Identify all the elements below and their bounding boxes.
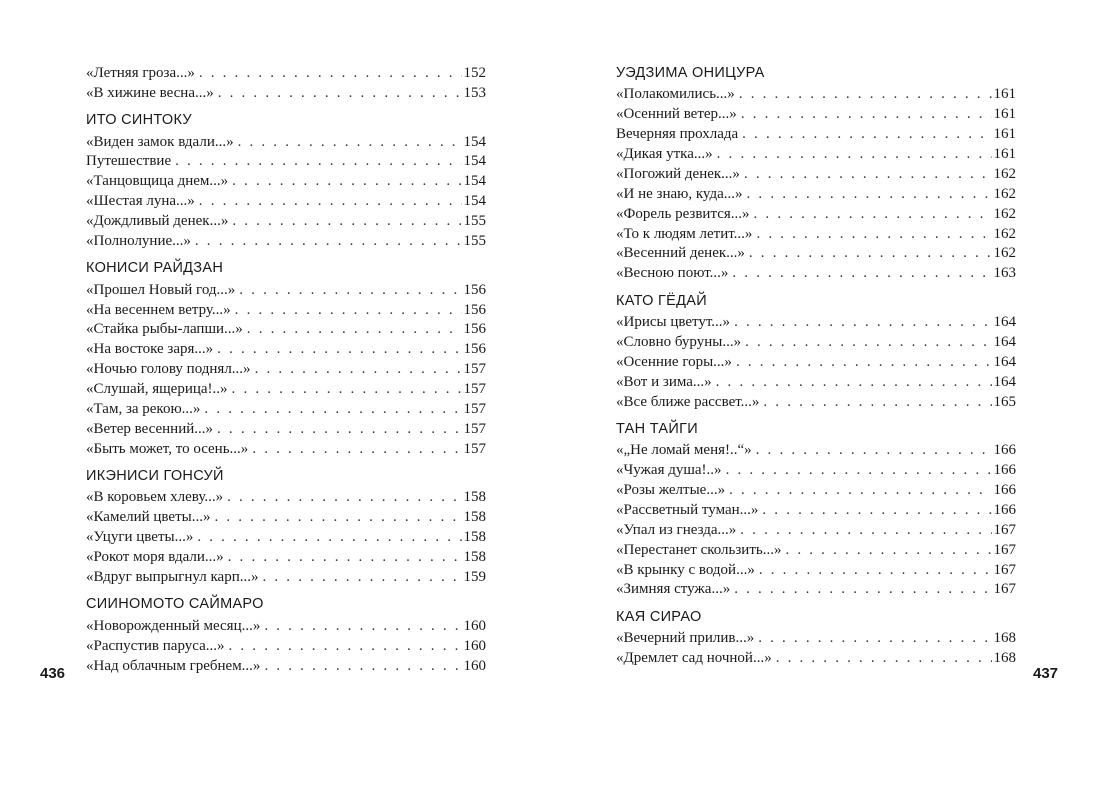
toc-entry xyxy=(616,225,1016,245)
toc-entry xyxy=(86,420,486,440)
entry-page-number: 167 xyxy=(993,541,1016,558)
entry-page-number: 167 xyxy=(993,521,1016,538)
dot-leader xyxy=(756,441,992,461)
dot-leader xyxy=(238,133,462,153)
entry-title: Путешествие xyxy=(86,153,172,170)
entry-page-number: 157 xyxy=(463,401,486,418)
author-heading: КАЯ СИРАО xyxy=(616,608,702,625)
entry-page-number: 156 xyxy=(463,281,486,298)
entry-title: «И не знаю, куда...» xyxy=(616,185,743,202)
dot-leader xyxy=(747,185,992,205)
entry-title: «В коровьем хлеву...» xyxy=(86,489,224,506)
entry-page-number: 160 xyxy=(463,657,486,674)
dot-leader xyxy=(199,192,462,212)
entry-page-number: 166 xyxy=(993,462,1016,479)
entry-title: «Слушай, ящерица!..» xyxy=(86,381,228,398)
dot-leader xyxy=(763,393,991,413)
entry-title: «Рокот моря вдали...» xyxy=(86,549,224,566)
entry-page-number: 162 xyxy=(993,245,1016,262)
entry-title: «Розы желтые...» xyxy=(616,481,726,498)
entry-title: «Осенний ветер...» xyxy=(616,106,737,123)
toc-entry xyxy=(616,244,1016,264)
dot-leader xyxy=(756,225,991,245)
toc-entry xyxy=(86,508,486,528)
toc-entry xyxy=(86,440,486,460)
entry-title: «Вот и зима...» xyxy=(616,373,712,390)
dot-leader xyxy=(227,488,461,508)
entry-title: «Рассветный туман...» xyxy=(616,501,759,518)
toc-entry xyxy=(616,461,1016,481)
entry-page-number: 167 xyxy=(993,581,1016,598)
entry-page-number: 154 xyxy=(463,173,486,190)
dot-leader xyxy=(758,629,991,649)
entry-page-number: 158 xyxy=(463,509,486,526)
toc-entry xyxy=(616,333,1016,353)
toc-entry xyxy=(86,320,486,340)
toc-entry xyxy=(86,548,486,568)
dot-leader xyxy=(762,501,991,521)
dot-leader xyxy=(729,481,991,501)
toc-entry xyxy=(616,541,1016,561)
entry-title: «Камелий цветы...» xyxy=(86,509,211,526)
dot-leader xyxy=(264,657,461,677)
entry-title: «Полнолуние...» xyxy=(86,233,191,250)
toc-entry xyxy=(616,373,1016,393)
entry-page-number: 152 xyxy=(463,65,486,81)
entry-title: «На востоке заря...» xyxy=(86,341,214,358)
entry-title: «Осенние горы...» xyxy=(616,353,732,370)
entry-title: «Дождливый денек...» xyxy=(86,213,229,230)
toc-entry xyxy=(86,133,486,153)
entry-title: «Весенний денек...» xyxy=(616,245,745,262)
entry-page-number: 161 xyxy=(993,106,1016,123)
toc-entry xyxy=(86,340,486,360)
dot-leader xyxy=(717,145,992,165)
toc-entry xyxy=(616,264,1016,284)
author-heading: ТАН ТАЙГИ xyxy=(616,420,698,437)
dot-leader xyxy=(228,548,462,568)
toc-entry xyxy=(86,192,486,212)
entry-page-number: 168 xyxy=(993,650,1016,666)
dot-leader xyxy=(759,561,992,581)
toc-entry xyxy=(616,441,1016,461)
entry-page-number: 156 xyxy=(463,321,486,338)
entry-page-number: 160 xyxy=(463,617,486,634)
entry-title: «В крынку с водой...» xyxy=(616,561,755,578)
entry-page-number: 156 xyxy=(463,301,486,318)
entry-page-number: 157 xyxy=(463,440,486,457)
entry-title: «Ирисы цветут...» xyxy=(616,313,731,330)
toc-entry xyxy=(86,232,486,252)
entry-page-number: 155 xyxy=(463,233,486,250)
entry-title: «Форель резвится...» xyxy=(616,205,750,222)
entry-title: «Шестая луна...» xyxy=(86,193,195,210)
entry-page-number: 161 xyxy=(993,126,1016,143)
dot-leader xyxy=(726,461,992,481)
entry-title: «Вдруг выпрыгнул карп...» xyxy=(86,569,259,586)
toc-entry xyxy=(616,125,1016,145)
entry-page-number: 165 xyxy=(993,393,1016,410)
dot-leader xyxy=(741,105,992,125)
entry-page-number: 167 xyxy=(993,561,1016,578)
dot-leader xyxy=(742,125,991,145)
entry-page-number: 156 xyxy=(463,341,486,358)
dot-leader xyxy=(235,301,462,321)
toc-entry xyxy=(86,400,486,420)
entry-title: «Словно буруны...» xyxy=(616,333,742,350)
toc-entry xyxy=(86,568,486,588)
entry-title: «Виден замок вдали...» xyxy=(86,133,234,150)
entry-title: «Ночью голову поднял...» xyxy=(86,361,251,378)
dot-leader xyxy=(232,380,462,400)
toc-entry xyxy=(616,185,1016,205)
entry-page-number: 157 xyxy=(463,420,486,437)
toc-entry xyxy=(86,172,486,192)
toc-entry xyxy=(616,105,1016,125)
entry-page-number: 157 xyxy=(463,381,486,398)
toc-entry xyxy=(616,393,1016,413)
entry-title: «Уцуги цветы...» xyxy=(86,529,194,546)
dot-leader xyxy=(739,85,992,105)
entry-title: «В хижине весна...» xyxy=(86,84,214,101)
entry-title: «Полакомились...» xyxy=(616,86,735,103)
entry-page-number: 161 xyxy=(993,145,1016,162)
dot-leader xyxy=(749,244,992,264)
entry-page-number: 153 xyxy=(463,84,486,101)
dot-leader xyxy=(740,521,991,541)
dot-leader xyxy=(218,84,462,104)
dot-leader xyxy=(263,568,462,588)
dot-leader xyxy=(252,440,461,460)
entry-page-number: 162 xyxy=(993,205,1016,222)
toc-entry xyxy=(86,281,486,301)
entry-page-number: 158 xyxy=(463,489,486,506)
toc-entry xyxy=(616,561,1016,581)
toc-entry xyxy=(86,301,486,321)
toc-entry xyxy=(616,521,1016,541)
right-page-toc xyxy=(616,64,1016,669)
dot-leader xyxy=(214,508,461,528)
dot-leader xyxy=(239,281,461,301)
dot-leader xyxy=(736,353,992,373)
entry-title: «Упал из гнезда...» xyxy=(616,521,737,538)
dot-leader xyxy=(264,617,461,637)
entry-page-number: 168 xyxy=(993,630,1016,647)
entry-page-number: 162 xyxy=(993,185,1016,202)
entry-page-number: 164 xyxy=(993,313,1016,330)
toc-entry xyxy=(86,617,486,637)
entry-title: «На весеннем ветру...» xyxy=(86,301,231,318)
toc-entry xyxy=(616,205,1016,225)
entry-page-number: 160 xyxy=(463,637,486,654)
dot-leader xyxy=(175,152,461,172)
dot-leader xyxy=(716,373,992,393)
dot-leader xyxy=(776,649,992,669)
toc-entry xyxy=(86,84,486,104)
entry-page-number: 164 xyxy=(993,373,1016,390)
entry-title: Вечерняя прохлада xyxy=(616,126,739,143)
entry-page-number: 154 xyxy=(463,133,486,150)
page-number-right: 437 xyxy=(1033,665,1059,682)
entry-title: «Над облачным гребнем...» xyxy=(86,657,261,674)
dot-leader xyxy=(785,541,991,561)
author-heading: ИТО СИНТОКУ xyxy=(86,112,192,129)
entry-title: «Распустив паруса...» xyxy=(86,637,225,654)
entry-title: «Новорожденный месяц...» xyxy=(86,617,261,634)
toc-entry xyxy=(86,64,486,84)
author-heading: УЭДЗИМА ОНИЦУРА xyxy=(616,65,765,81)
toc-entry xyxy=(616,629,1016,649)
entry-title: «Дикая утка...» xyxy=(616,145,713,162)
entry-title: «Чужая душа!..» xyxy=(616,462,722,479)
toc-entry xyxy=(86,380,486,400)
entry-page-number: 162 xyxy=(993,165,1016,182)
dot-leader xyxy=(199,64,462,84)
entry-title: «Танцовщица днем...» xyxy=(86,173,229,190)
dot-leader xyxy=(734,580,991,600)
toc-entry xyxy=(616,313,1016,333)
toc-entry xyxy=(616,501,1016,521)
entry-page-number: 155 xyxy=(463,213,486,230)
toc-entry xyxy=(86,360,486,380)
dot-leader xyxy=(232,212,461,232)
toc-entry xyxy=(86,637,486,657)
entry-title: «Ветер весенний...» xyxy=(86,420,214,437)
dot-leader xyxy=(204,400,461,420)
entry-title: «Зимняя стужа...» xyxy=(616,581,731,598)
author-heading: КОНИСИ РАЙДЗАН xyxy=(86,260,224,277)
author-heading: СИИНОМОТО САЙМАРО xyxy=(86,596,264,613)
entry-title: «„Не ломай меня!..“» xyxy=(616,442,752,459)
toc-entry xyxy=(86,152,486,172)
entry-page-number: 154 xyxy=(463,193,486,210)
entry-title: «Вечерний прилив...» xyxy=(616,630,755,647)
toc-entry xyxy=(86,528,486,548)
dot-leader xyxy=(247,320,462,340)
toc-entry xyxy=(616,649,1016,669)
entry-page-number: 157 xyxy=(463,361,486,378)
left-page-toc xyxy=(86,64,486,676)
dot-leader xyxy=(744,165,992,185)
entry-title: «Дремлет сад ночной...» xyxy=(616,650,772,666)
dot-leader xyxy=(754,205,992,225)
dot-leader xyxy=(217,420,461,440)
toc-entry xyxy=(86,488,486,508)
entry-page-number: 166 xyxy=(993,442,1016,459)
entry-page-number: 164 xyxy=(993,333,1016,350)
entry-page-number: 166 xyxy=(993,501,1016,518)
toc-entry xyxy=(616,165,1016,185)
dot-leader xyxy=(217,340,461,360)
toc-entry xyxy=(616,481,1016,501)
entry-title: «Прошел Новый год...» xyxy=(86,281,236,298)
entry-page-number: 159 xyxy=(463,569,486,586)
toc-entry xyxy=(616,85,1016,105)
entry-title: «Там, за рекою...» xyxy=(86,401,201,418)
dot-leader xyxy=(732,264,991,284)
entry-title: «То к людям летит...» xyxy=(616,225,753,242)
author-heading: КАТО ГЁДАЙ xyxy=(616,292,707,309)
entry-page-number: 166 xyxy=(993,481,1016,498)
entry-title: «Погожий денек...» xyxy=(616,165,740,182)
entry-title: «Перестанет скользить...» xyxy=(616,541,782,558)
toc-entry xyxy=(616,145,1016,165)
toc-entry xyxy=(86,657,486,677)
entry-title: «Летняя гроза...» xyxy=(86,65,195,81)
entry-page-number: 154 xyxy=(463,153,486,170)
entry-page-number: 164 xyxy=(993,353,1016,370)
dot-leader xyxy=(745,333,991,353)
entry-page-number: 162 xyxy=(993,225,1016,242)
entry-page-number: 161 xyxy=(993,86,1016,103)
toc-entry xyxy=(86,212,486,232)
dot-leader xyxy=(195,232,462,252)
dot-leader xyxy=(255,360,462,380)
entry-page-number: 158 xyxy=(463,549,486,566)
entry-page-number: 163 xyxy=(993,265,1016,282)
author-heading: ИКЭНИСИ ГОНСУЙ xyxy=(86,468,224,485)
toc-entry xyxy=(616,353,1016,373)
dot-leader xyxy=(229,637,462,657)
dot-leader xyxy=(734,313,991,333)
entry-title: «Весною поют...» xyxy=(616,265,729,282)
toc-entry xyxy=(616,580,1016,600)
entry-title: «Все ближе рассвет...» xyxy=(616,393,760,410)
dot-leader xyxy=(232,172,461,192)
page-number-left: 436 xyxy=(40,665,66,682)
entry-title: «Стайка рыбы-лапши...» xyxy=(86,321,243,338)
dot-leader xyxy=(197,528,461,548)
entry-title: «Быть может, то осень...» xyxy=(86,440,249,457)
entry-page-number: 158 xyxy=(463,529,486,546)
